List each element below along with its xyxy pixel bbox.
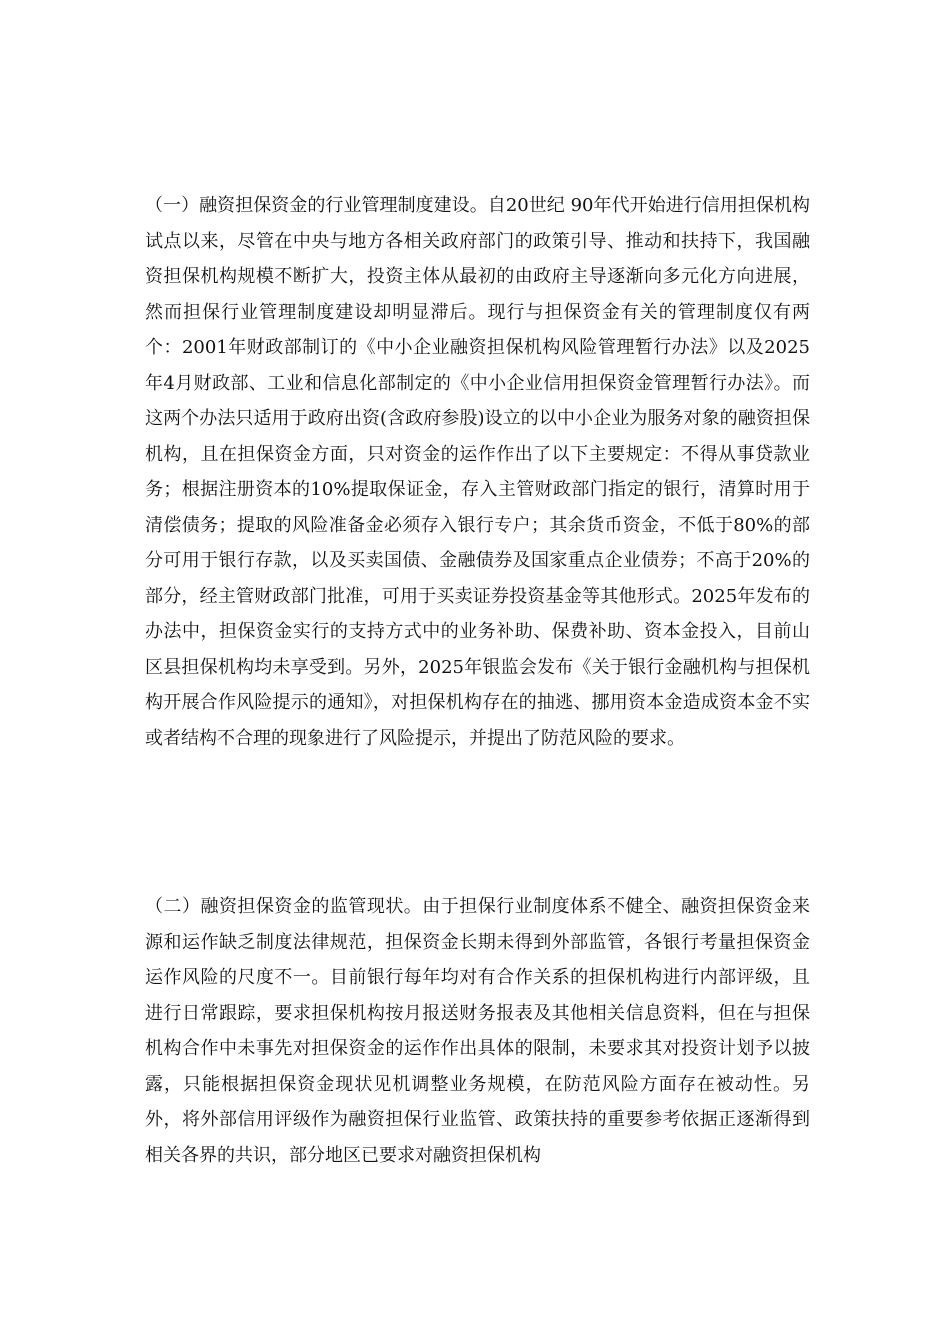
paragraph-industry-management: （一）融资担保资金的行业管理制度建设。自20世纪 90年代开始进行信用担保机构试点以来，尽管在中央与地方各相关政府部门的政策引导、推动和扶持下，我国融资担保机构规模不断扩大，投资主体从最初的由政府主导逐渐向多元化方向进展，然而担保行业管理制度建设却明显滞后。现行与担保资金有关的管理制度仅有两个：2001年财政部制订的《中小企业融资担保机构风险管理暂行办法》以及2025年4月财政部、工业和信息化部制定的《中小企业信用担保资金管理暂行办法》。而这两个办法只适用于政府出资(含政府参股)设立的以中小企业为服务对象的融资担保机构，且在担保资金方面，只对资金的运作作出了以下主要规定：不得从事贷款业务；根据注册资本的10%提取保证金，存入主管财政部门指定的银行，清算时用于清偿债务；提取的风险准备金必须存入银行专户；其余货币资金，不低于80%的部分可用于银行存款，以及买卖国债、金融债券及国家重点企业债券；不高于20%的部分，经主管财政部门批准，可用于买卖证券投资基金等其他形式。2025年发布的办法中，担保资金实行的支持方式中的业务补助、保费补助、资本金投入，目前山区县担保机构均未享受到。另外，2025年银监会发布《关于银行金融机构与担保机构开展合作风险提示的通知》，对担保机构存在的抽逃、挪用资本金造成资本金不实或者结构不合理的现象进行了风险提示，并提出了防范风险的要求。 — [145, 195, 810, 749]
paragraph-supervision-status: （二）融资担保资金的监管现状。由于担保行业制度体系不健全、融资担保资金来源和运作缺乏制度法律规范，担保资金长期未得到外部监管，各银行考量担保资金运作风险的尺度不一。目前银行每年均对有合作关系的担保机构进行内部评级，且进行日常跟踪，要求担保机构按月报送财务报表及其他相关信息资料，但在与担保机构合作中未事先对担保资金的运作作出具体的限制，未要求其对投资计划予以披露，只能根据担保资金现状见机调整业务规模，在防范风险方面存在被动性。另外，将外部信用评级作为融资担保行业监管、政策扶持的重要参考依据正逐渐得到相关各界的共识，部分地区已要求对融资担保机构 — [145, 896, 810, 1166]
